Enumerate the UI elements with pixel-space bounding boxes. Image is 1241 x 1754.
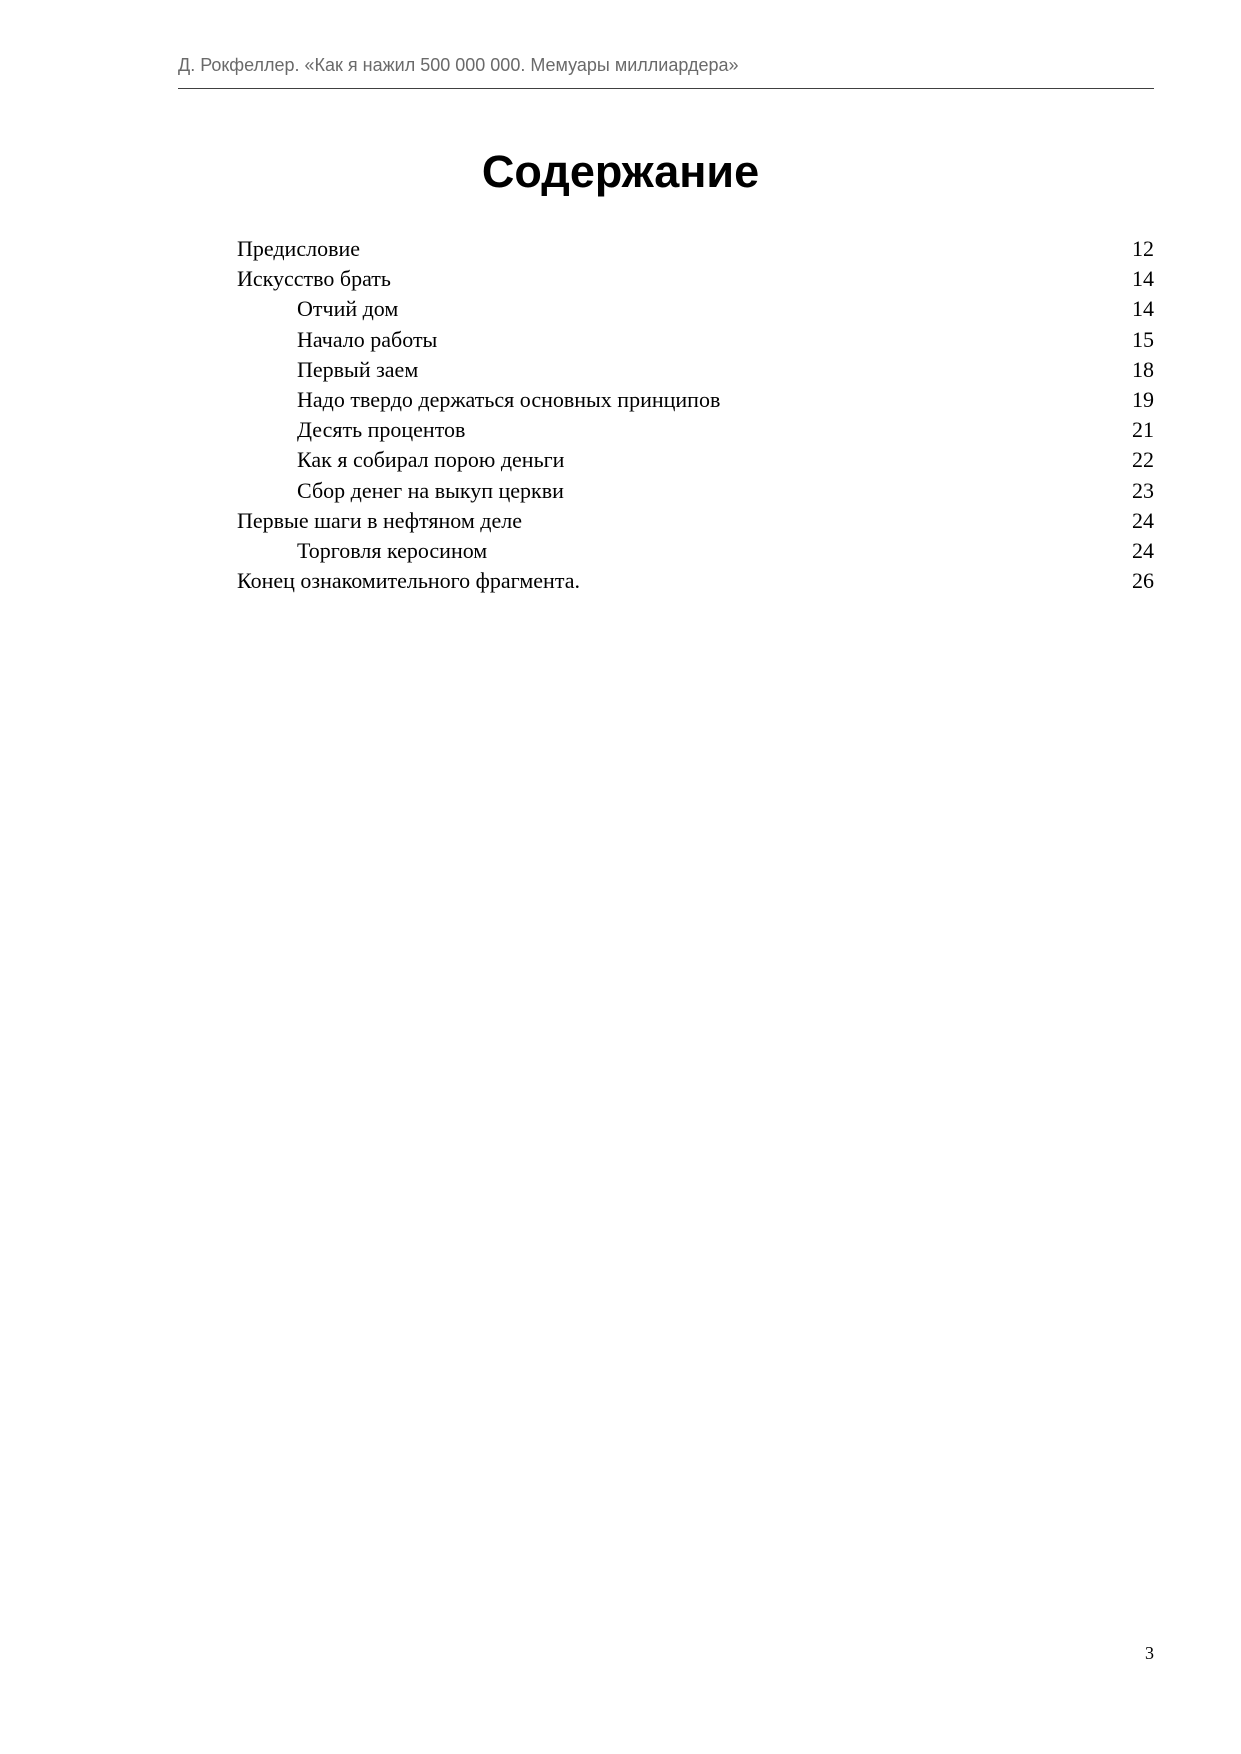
toc-list <box>237 234 1154 596</box>
toc-entry[interactable] <box>237 264 1154 294</box>
toc-entry[interactable] <box>237 355 1154 385</box>
toc-entry-title: Отчий дом <box>297 296 399 322</box>
toc-entry-page: 26 <box>1132 568 1154 594</box>
toc-entry-title: Как я собирал порою деньги <box>297 447 565 473</box>
toc-entry-page: 14 <box>1132 296 1154 322</box>
running-header: Д. Рокфеллер. «Как я нажил 500 000 000. Мемуары миллиардера» <box>178 55 739 75</box>
toc-entry-page: 18 <box>1132 356 1154 382</box>
toc-entry[interactable] <box>237 506 1154 536</box>
toc-entry[interactable] <box>237 566 1154 596</box>
toc-entry-title: Конец ознакомительного фрагмента. <box>237 568 580 594</box>
toc-entry-page: 15 <box>1132 326 1154 352</box>
toc-entry-page: 24 <box>1132 537 1154 563</box>
toc-entry-page: 23 <box>1132 477 1154 503</box>
toc-entry-title: Торговля керосином <box>297 537 488 563</box>
toc-entry-title: Надо твердо держаться основных принципов <box>297 386 721 412</box>
toc-entry[interactable] <box>237 536 1154 566</box>
toc-entry[interactable] <box>237 234 1154 264</box>
toc-entry-page: 19 <box>1132 386 1154 412</box>
toc-entry[interactable] <box>237 294 1154 324</box>
toc-entry-title: Десять процентов <box>297 417 466 443</box>
toc-title: Содержание <box>481 146 760 197</box>
toc-entry[interactable] <box>237 325 1154 355</box>
toc-entry[interactable] <box>237 415 1154 445</box>
toc-entry-page: 21 <box>1132 417 1154 443</box>
toc-entry[interactable] <box>237 385 1154 415</box>
toc-entry[interactable] <box>237 445 1154 475</box>
toc-entry-page: 24 <box>1132 507 1154 533</box>
toc-entry-title: Начало работы <box>297 326 438 352</box>
toc-entry-page: 12 <box>1132 236 1154 261</box>
toc-entry-page: 22 <box>1132 447 1154 473</box>
page-number: 3 <box>1145 1643 1154 1663</box>
toc-entry-title: Искусство брать <box>237 266 391 292</box>
toc-entry-title: Первые шаги в нефтяном деле <box>237 507 522 533</box>
header-divider <box>178 88 1154 89</box>
toc-entry-title: Предисловие <box>237 236 360 261</box>
toc-entry-page: 14 <box>1132 266 1154 292</box>
toc-entry-title: Первый заем <box>297 356 419 382</box>
toc-entry-title: Сбор денег на выкуп церкви <box>297 477 564 503</box>
toc-entry[interactable] <box>237 476 1154 506</box>
